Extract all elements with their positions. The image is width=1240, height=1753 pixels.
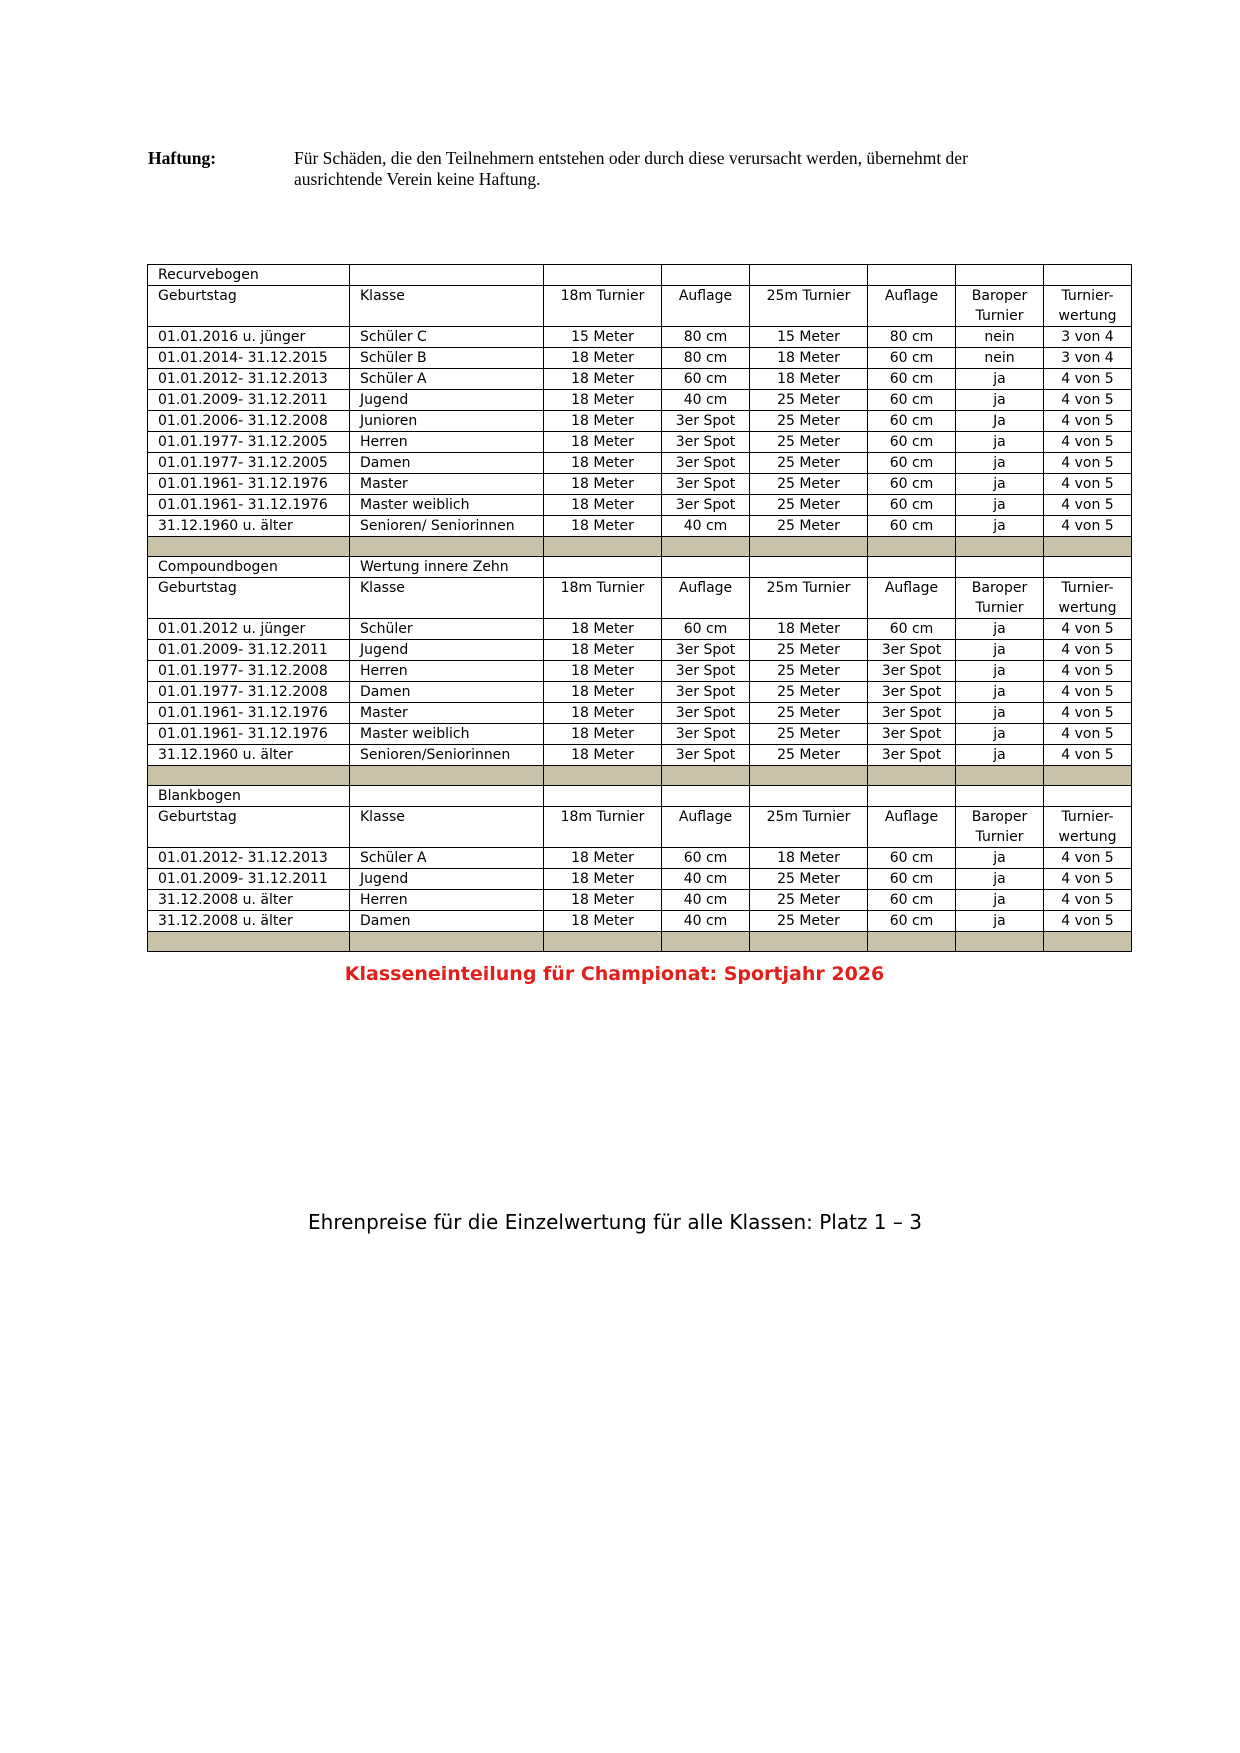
empty-cell (544, 557, 662, 578)
empty-cell (750, 557, 868, 578)
separator-cell (544, 537, 662, 557)
table-cell: Ja (956, 411, 1044, 432)
table-cell: ja (956, 390, 1044, 411)
separator-cell (544, 766, 662, 786)
table-cell: ja (956, 640, 1044, 661)
separator-cell (868, 932, 956, 952)
table-cell: ja (956, 495, 1044, 516)
separator-cell (1044, 537, 1132, 557)
table-cell: 01.01.1961- 31.12.1976 (148, 495, 350, 516)
separator-cell (956, 766, 1044, 786)
table-cell: 3er Spot (662, 745, 750, 766)
table-cell: 01.01.1961- 31.12.1976 (148, 724, 350, 745)
empty-cell (868, 786, 956, 807)
column-header: Klasse (350, 578, 544, 619)
table-cell: Jugend (350, 390, 544, 411)
table-cell: 15 Meter (544, 327, 662, 348)
class-table-body (148, 265, 1132, 952)
table-cell: 3er Spot (868, 661, 956, 682)
section-title-row (148, 265, 1132, 286)
table-cell: Damen (350, 682, 544, 703)
table-cell: 60 cm (868, 495, 956, 516)
empty-cell (662, 557, 750, 578)
championship-title: Klasseneinteilung für Championat: Sportjahr 2026 (344, 963, 885, 985)
table-cell: Master weiblich (350, 495, 544, 516)
table-cell: 01.01.2009- 31.12.2011 (148, 640, 350, 661)
column-header: Auflage (662, 286, 750, 327)
column-header: Baroper Turnier (956, 286, 1044, 327)
table-row (148, 453, 1132, 474)
table-cell: 60 cm (868, 453, 956, 474)
empty-cell (544, 786, 662, 807)
empty-cell (1044, 557, 1132, 578)
table-cell: 18 Meter (544, 724, 662, 745)
table-cell: ja (956, 453, 1044, 474)
table-cell: 18 Meter (544, 661, 662, 682)
table-cell: Jugend (350, 640, 544, 661)
empty-cell (662, 786, 750, 807)
empty-cell (956, 557, 1044, 578)
column-header: Baroper Turnier (956, 807, 1044, 848)
table-cell: 3er Spot (662, 495, 750, 516)
table-cell: Master (350, 474, 544, 495)
separator-row (148, 932, 1132, 952)
table-cell: 01.01.2009- 31.12.2011 (148, 390, 350, 411)
table-cell: Master (350, 703, 544, 724)
table-cell: 18 Meter (544, 745, 662, 766)
table-cell: 25 Meter (750, 703, 868, 724)
table-cell: 3er Spot (662, 474, 750, 495)
table-cell: 18 Meter (544, 682, 662, 703)
separator-cell (662, 537, 750, 557)
table-cell: ja (956, 474, 1044, 495)
column-header: Auflage (868, 807, 956, 848)
header-row (148, 286, 1132, 327)
table-cell: 40 cm (662, 869, 750, 890)
table-row (148, 411, 1132, 432)
table-cell: 3er Spot (868, 640, 956, 661)
column-header: 25m Turnier (750, 286, 868, 327)
empty-cell (868, 265, 956, 286)
table-cell: ja (956, 369, 1044, 390)
table-cell: ja (956, 703, 1044, 724)
table-cell: 18 Meter (544, 640, 662, 661)
table-cell: nein (956, 327, 1044, 348)
table-cell: 4 von 5 (1044, 432, 1132, 453)
table-cell: Schüler A (350, 848, 544, 869)
table-cell: 18 Meter (750, 348, 868, 369)
column-header: 18m Turnier (544, 807, 662, 848)
table-cell: 60 cm (868, 432, 956, 453)
table-cell: 3er Spot (662, 724, 750, 745)
table-cell: Senioren/Seniorinnen (350, 745, 544, 766)
table-row (148, 724, 1132, 745)
separator-cell (148, 537, 350, 557)
column-header: Klasse (350, 286, 544, 327)
table-cell: 25 Meter (750, 911, 868, 932)
table-cell: 60 cm (868, 516, 956, 537)
table-row (148, 640, 1132, 661)
table-cell: Schüler A (350, 369, 544, 390)
separator-cell (662, 766, 750, 786)
table-cell: 25 Meter (750, 516, 868, 537)
table-cell: 4 von 5 (1044, 411, 1132, 432)
liability-text: Für Schäden, die den Teilnehmern entstehen oder durch diese verursacht werden, übernehmt der ausrichtende Verein keine Haftung. (294, 148, 968, 189)
table-cell: 01.01.2006- 31.12.2008 (148, 411, 350, 432)
table-cell: 25 Meter (750, 745, 868, 766)
column-header: Geburtstag (148, 578, 350, 619)
separator-cell (350, 766, 544, 786)
table-cell: 3er Spot (868, 745, 956, 766)
separator-cell (148, 766, 350, 786)
table-cell: 31.12.2008 u. älter (148, 911, 350, 932)
separator-cell (1044, 932, 1132, 952)
table-cell: 25 Meter (750, 890, 868, 911)
section-subtitle (350, 265, 544, 286)
column-header: Geburtstag (148, 286, 350, 327)
column-header: Geburtstag (148, 807, 350, 848)
empty-cell (868, 557, 956, 578)
table-cell: ja (956, 432, 1044, 453)
table-cell: 18 Meter (544, 495, 662, 516)
table-cell: 25 Meter (750, 724, 868, 745)
column-header: Turnier-wertung (1044, 578, 1132, 619)
table-cell: 25 Meter (750, 390, 868, 411)
table-cell: 80 cm (662, 348, 750, 369)
table-cell: Herren (350, 432, 544, 453)
table-row (148, 890, 1132, 911)
table-row (148, 745, 1132, 766)
table-cell: Damen (350, 453, 544, 474)
table-cell: 4 von 5 (1044, 890, 1132, 911)
empty-cell (544, 265, 662, 286)
table-cell: 4 von 5 (1044, 703, 1132, 724)
table-cell: 18 Meter (544, 453, 662, 474)
separator-cell (956, 932, 1044, 952)
table-cell: 01.01.1977- 31.12.2005 (148, 453, 350, 474)
table-cell: 25 Meter (750, 869, 868, 890)
table-row (148, 348, 1132, 369)
column-header: Baroper Turnier (956, 578, 1044, 619)
table-cell: 4 von 5 (1044, 682, 1132, 703)
table-cell: 3 von 4 (1044, 327, 1132, 348)
column-header: Auflage (662, 578, 750, 619)
table-cell: 01.01.1961- 31.12.1976 (148, 474, 350, 495)
table-cell: Junioren (350, 411, 544, 432)
table-cell: 60 cm (868, 848, 956, 869)
table-cell: ja (956, 745, 1044, 766)
table-cell: 18 Meter (544, 848, 662, 869)
table-cell: ja (956, 682, 1044, 703)
empty-cell (662, 265, 750, 286)
table-cell: 25 Meter (750, 640, 868, 661)
section-title-row (148, 786, 1132, 807)
table-cell: 01.01.2014- 31.12.2015 (148, 348, 350, 369)
table-cell: ja (956, 516, 1044, 537)
table-row (148, 869, 1132, 890)
table-cell: 18 Meter (544, 411, 662, 432)
table-cell: ja (956, 724, 1044, 745)
separator-row (148, 766, 1132, 786)
column-header: 25m Turnier (750, 807, 868, 848)
table-cell: 4 von 5 (1044, 869, 1132, 890)
table-cell: 01.01.1977- 31.12.2008 (148, 661, 350, 682)
table-cell: 31.12.1960 u. älter (148, 516, 350, 537)
table-cell: Schüler (350, 619, 544, 640)
separator-cell (662, 932, 750, 952)
column-header: Auflage (868, 578, 956, 619)
table-cell: 3er Spot (868, 724, 956, 745)
table-row (148, 390, 1132, 411)
table-cell: 25 Meter (750, 453, 868, 474)
class-table (147, 264, 1132, 952)
table-cell: 31.12.2008 u. älter (148, 890, 350, 911)
column-header: 25m Turnier (750, 578, 868, 619)
table-cell: 60 cm (868, 369, 956, 390)
table-cell: 01.01.2012- 31.12.2013 (148, 369, 350, 390)
table-row (148, 703, 1132, 724)
table-cell: 3er Spot (662, 432, 750, 453)
table-cell: 25 Meter (750, 661, 868, 682)
column-header: Auflage (868, 286, 956, 327)
table-row (148, 474, 1132, 495)
prizes-note: Ehrenpreise für die Einzelwertung für alle Klassen: Platz 1 – 3 (308, 1210, 922, 1234)
table-cell: 60 cm (662, 619, 750, 640)
empty-cell (750, 786, 868, 807)
table-row (148, 911, 1132, 932)
table-cell: 60 cm (662, 369, 750, 390)
table-cell: 4 von 5 (1044, 745, 1132, 766)
table-cell: 60 cm (868, 619, 956, 640)
table-cell: 4 von 5 (1044, 453, 1132, 474)
table-cell: 80 cm (868, 327, 956, 348)
column-header: Turnier-wertung (1044, 807, 1132, 848)
table-cell: 25 Meter (750, 682, 868, 703)
table-cell: ja (956, 911, 1044, 932)
table-cell: 01.01.2012- 31.12.2013 (148, 848, 350, 869)
separator-cell (1044, 766, 1132, 786)
table-cell: 18 Meter (544, 911, 662, 932)
table-cell: 60 cm (868, 869, 956, 890)
empty-cell (750, 265, 868, 286)
table-cell: 01.01.1977- 31.12.2005 (148, 432, 350, 453)
column-header: Klasse (350, 807, 544, 848)
table-cell: Schüler C (350, 327, 544, 348)
section-title: Recurvebogen (148, 265, 350, 286)
table-cell: 25 Meter (750, 432, 868, 453)
section-subtitle (350, 786, 544, 807)
table-cell: 3er Spot (662, 703, 750, 724)
separator-cell (868, 537, 956, 557)
table-cell: 4 von 5 (1044, 390, 1132, 411)
separator-row (148, 537, 1132, 557)
table-cell: 01.01.2012 u. jünger (148, 619, 350, 640)
table-cell: nein (956, 348, 1044, 369)
table-row (148, 327, 1132, 348)
table-cell: 31.12.1960 u. älter (148, 745, 350, 766)
column-header: 18m Turnier (544, 286, 662, 327)
table-cell: 4 von 5 (1044, 619, 1132, 640)
table-cell: 60 cm (868, 890, 956, 911)
table-cell: 18 Meter (544, 369, 662, 390)
section-title: Blankbogen (148, 786, 350, 807)
table-cell: 3 von 4 (1044, 348, 1132, 369)
table-cell: Damen (350, 911, 544, 932)
table-row (148, 848, 1132, 869)
table-row (148, 516, 1132, 537)
table-cell: 60 cm (868, 911, 956, 932)
separator-cell (750, 766, 868, 786)
table-cell: 18 Meter (544, 390, 662, 411)
table-cell: 18 Meter (750, 848, 868, 869)
table-cell: 40 cm (662, 516, 750, 537)
table-row (148, 432, 1132, 453)
table-cell: 3er Spot (662, 682, 750, 703)
table-cell: ja (956, 890, 1044, 911)
header-row (148, 807, 1132, 848)
table-cell: Master weiblich (350, 724, 544, 745)
table-cell: 4 von 5 (1044, 661, 1132, 682)
table-cell: 15 Meter (750, 327, 868, 348)
table-row (148, 661, 1132, 682)
separator-cell (544, 932, 662, 952)
table-row (148, 495, 1132, 516)
table-cell: 3er Spot (662, 453, 750, 474)
table-cell: 3er Spot (662, 640, 750, 661)
liability-label: Haftung: (148, 148, 217, 168)
table-cell: 60 cm (868, 474, 956, 495)
table-cell: 18 Meter (750, 619, 868, 640)
table-cell: 01.01.2009- 31.12.2011 (148, 869, 350, 890)
separator-cell (750, 537, 868, 557)
section-title-row (148, 557, 1132, 578)
empty-cell (956, 786, 1044, 807)
table-cell: 60 cm (868, 390, 956, 411)
table-cell: 18 Meter (544, 703, 662, 724)
separator-cell (750, 932, 868, 952)
table-cell: 4 von 5 (1044, 848, 1132, 869)
table-cell: 60 cm (868, 348, 956, 369)
table-cell: Senioren/ Seniorinnen (350, 516, 544, 537)
table-cell: ja (956, 661, 1044, 682)
table-cell: 18 Meter (544, 890, 662, 911)
column-header: Auflage (662, 807, 750, 848)
table-cell: Herren (350, 661, 544, 682)
header-row (148, 578, 1132, 619)
table-cell: 4 von 5 (1044, 516, 1132, 537)
table-cell: 3er Spot (662, 411, 750, 432)
table-cell: 4 von 5 (1044, 640, 1132, 661)
table-cell: 01.01.1977- 31.12.2008 (148, 682, 350, 703)
table-row (148, 619, 1132, 640)
table-cell: 18 Meter (544, 348, 662, 369)
table-cell: 18 Meter (544, 432, 662, 453)
table-cell: 4 von 5 (1044, 495, 1132, 516)
empty-cell (1044, 786, 1132, 807)
table-cell: 80 cm (662, 327, 750, 348)
table-cell: 40 cm (662, 911, 750, 932)
column-header: 18m Turnier (544, 578, 662, 619)
table-cell: 3er Spot (868, 682, 956, 703)
table-cell: ja (956, 848, 1044, 869)
separator-cell (956, 537, 1044, 557)
table-cell: 40 cm (662, 390, 750, 411)
table-cell: 18 Meter (544, 619, 662, 640)
section-title: Compoundbogen (148, 557, 350, 578)
table-cell: 25 Meter (750, 474, 868, 495)
table-cell: 01.01.1961- 31.12.1976 (148, 703, 350, 724)
table-cell: 18 Meter (750, 369, 868, 390)
table-cell: 18 Meter (544, 474, 662, 495)
table-cell: 4 von 5 (1044, 474, 1132, 495)
table-cell: ja (956, 869, 1044, 890)
section-subtitle: Wertung innere Zehn (350, 557, 544, 578)
table-cell: 18 Meter (544, 516, 662, 537)
table-cell: 60 cm (662, 848, 750, 869)
separator-cell (350, 932, 544, 952)
column-header: Turnier-wertung (1044, 286, 1132, 327)
table-cell: ja (956, 619, 1044, 640)
table-cell: 60 cm (868, 411, 956, 432)
table-row (148, 369, 1132, 390)
table-cell: Schüler B (350, 348, 544, 369)
table-cell: 25 Meter (750, 495, 868, 516)
table-cell: Jugend (350, 869, 544, 890)
empty-cell (956, 265, 1044, 286)
separator-cell (350, 537, 544, 557)
empty-cell (1044, 265, 1132, 286)
table-cell: 4 von 5 (1044, 724, 1132, 745)
separator-cell (868, 766, 956, 786)
table-cell: 4 von 5 (1044, 911, 1132, 932)
separator-cell (148, 932, 350, 952)
table-cell: 3er Spot (662, 661, 750, 682)
table-cell: 18 Meter (544, 869, 662, 890)
table-cell: 01.01.2016 u. jünger (148, 327, 350, 348)
table-cell: 4 von 5 (1044, 369, 1132, 390)
table-cell: Herren (350, 890, 544, 911)
table-cell: 3er Spot (868, 703, 956, 724)
table-cell: 25 Meter (750, 411, 868, 432)
table-row (148, 682, 1132, 703)
table-cell: 40 cm (662, 890, 750, 911)
